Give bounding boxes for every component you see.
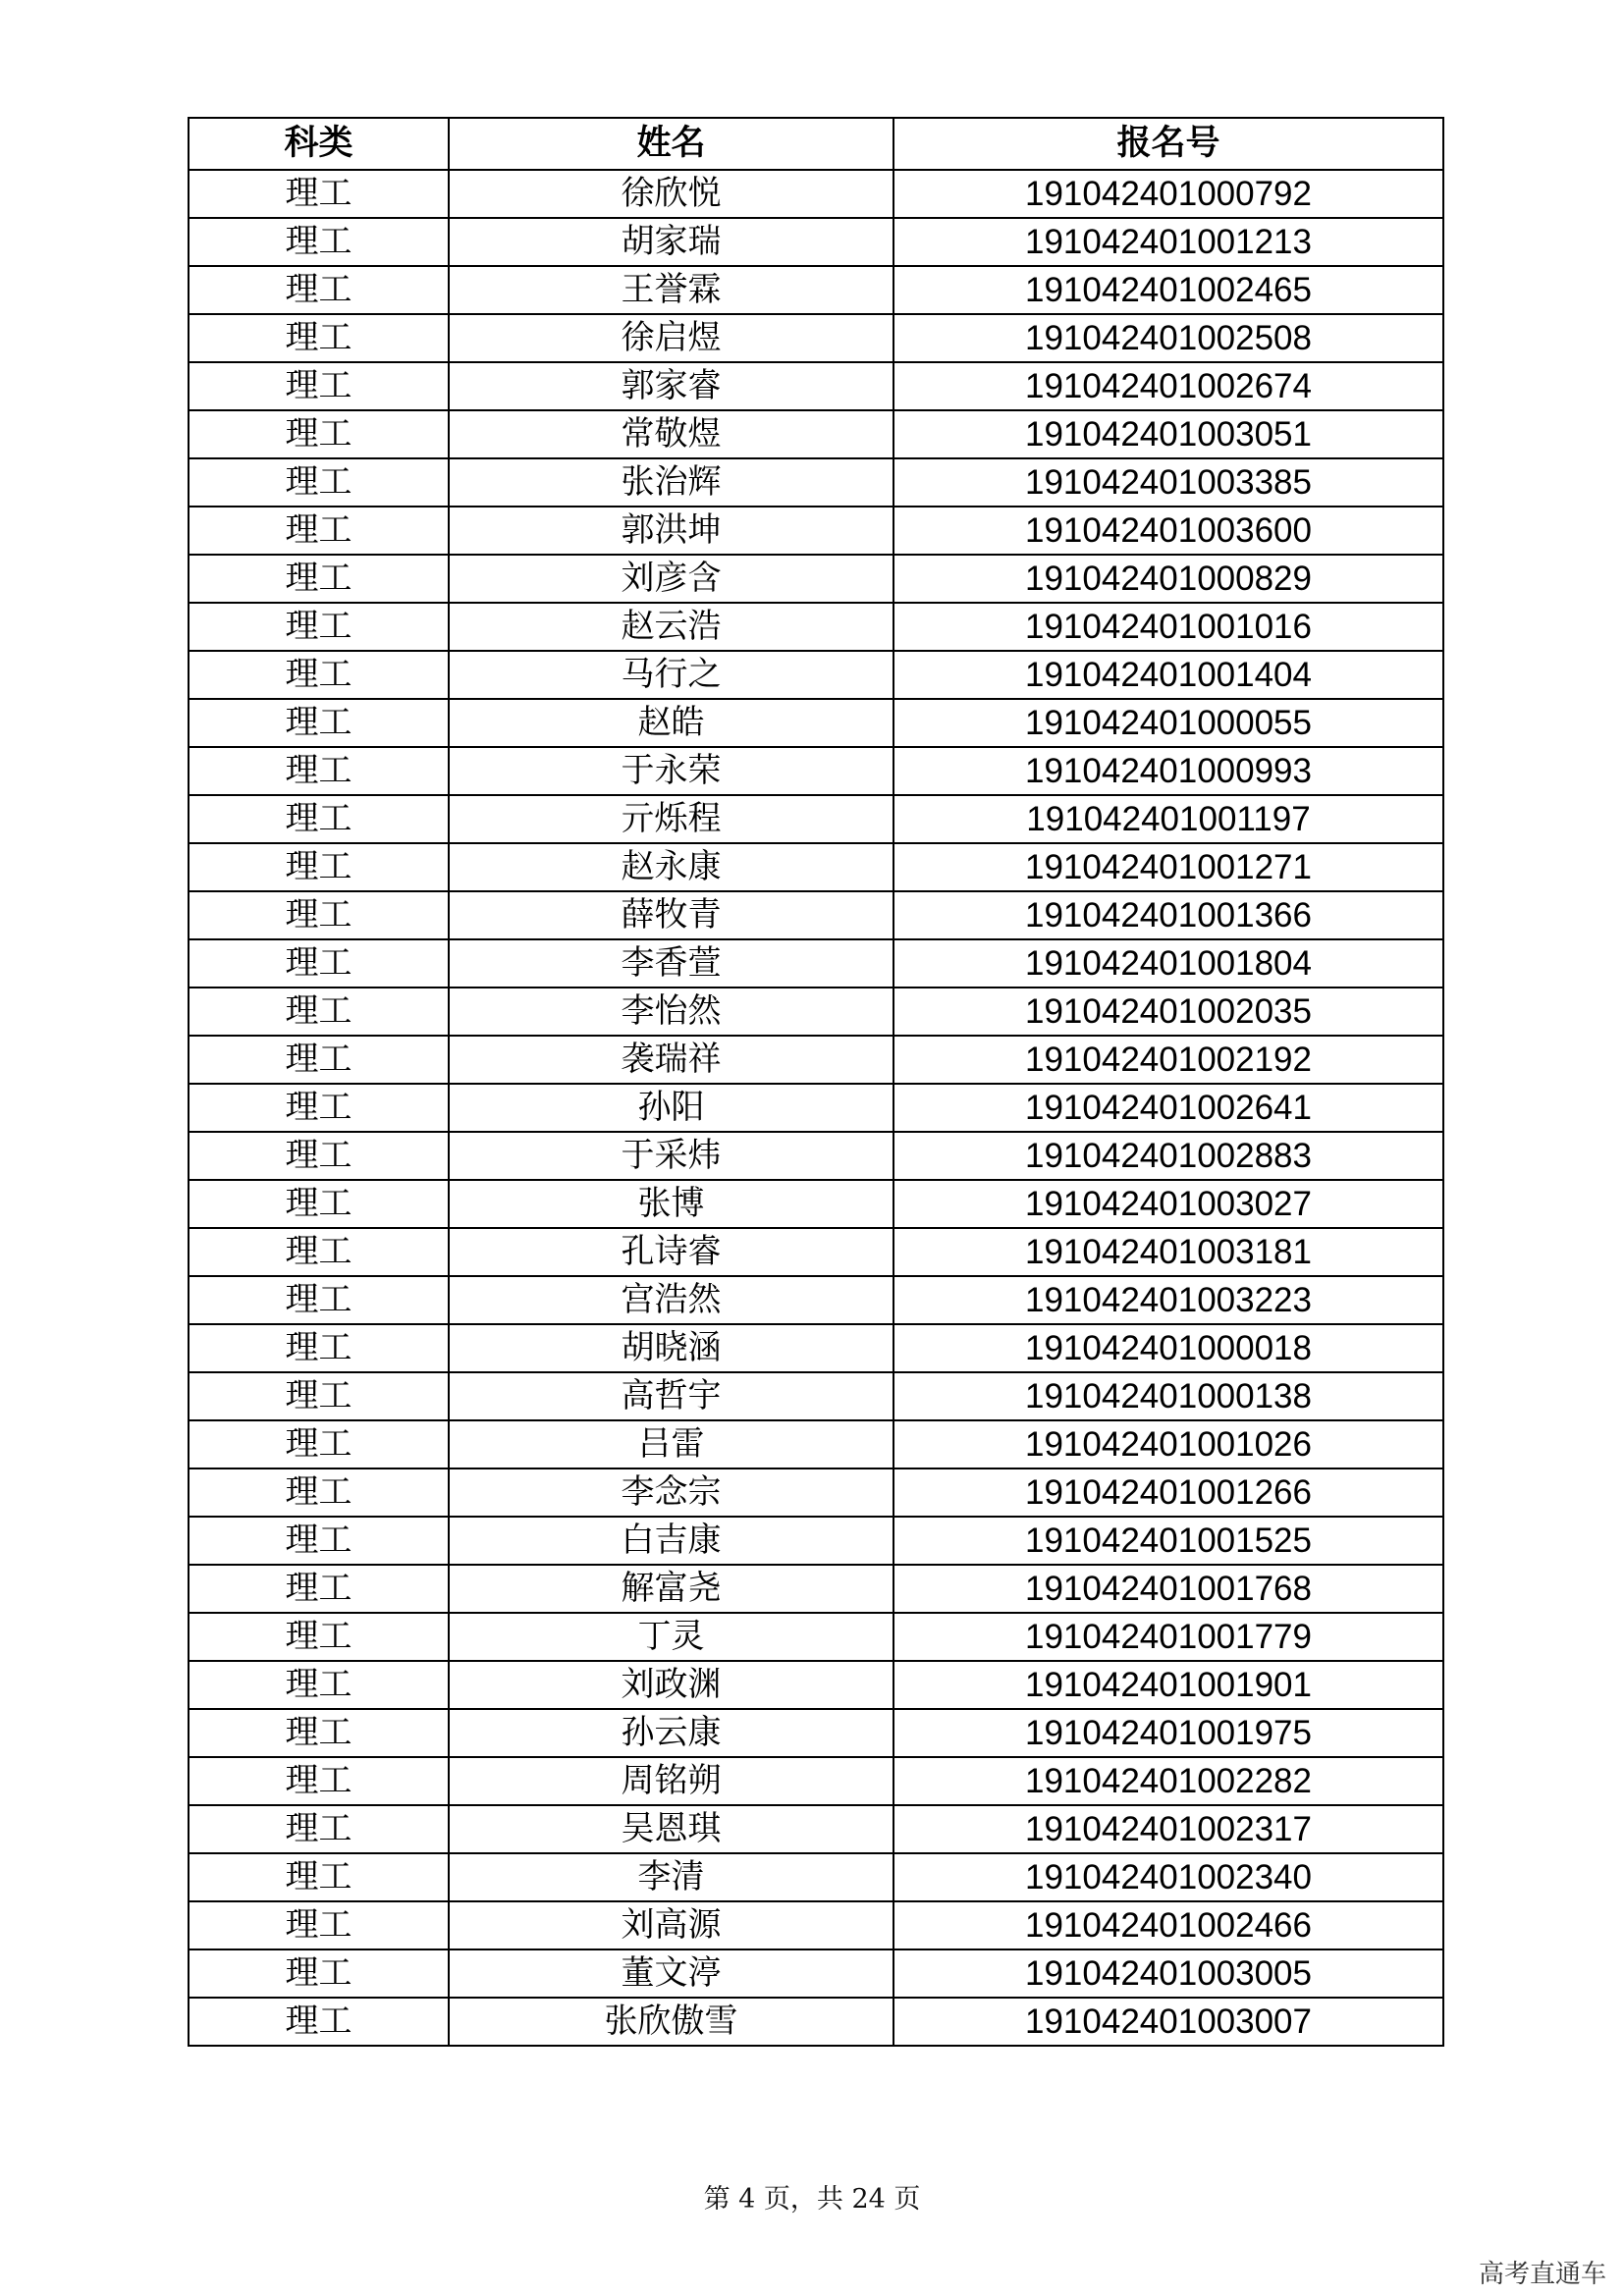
cell-category: 理工 <box>189 362 449 410</box>
cell-name: 刘高源 <box>449 1901 893 1949</box>
cell-name: 郭家睿 <box>449 362 893 410</box>
table-row <box>189 1517 1443 1565</box>
cell-registration-number: 191042401002035 <box>893 988 1443 1036</box>
cell-category: 理工 <box>189 266 449 314</box>
table-row <box>189 266 1443 314</box>
cell-category: 理工 <box>189 1372 449 1420</box>
cell-category: 理工 <box>189 458 449 507</box>
cell-registration-number: 191042401002508 <box>893 314 1443 362</box>
cell-name: 李念宗 <box>449 1468 893 1517</box>
table-row <box>189 555 1443 603</box>
table-header <box>189 118 1443 170</box>
cell-name: 徐欣悦 <box>449 170 893 218</box>
cell-category: 理工 <box>189 1565 449 1613</box>
cell-category: 理工 <box>189 1468 449 1517</box>
cell-name: 王誉霖 <box>449 266 893 314</box>
cell-name: 徐启煜 <box>449 314 893 362</box>
cell-registration-number: 191042401001016 <box>893 603 1443 651</box>
table-row <box>189 410 1443 458</box>
table-row <box>189 1565 1443 1613</box>
table-row <box>189 843 1443 891</box>
cell-name: 周铭朔 <box>449 1757 893 1805</box>
table-row <box>189 1661 1443 1709</box>
cell-name: 赵云浩 <box>449 603 893 651</box>
cell-registration-number: 191042401000829 <box>893 555 1443 603</box>
cell-registration-number: 191042401001026 <box>893 1420 1443 1468</box>
cell-category: 理工 <box>189 314 449 362</box>
table-row <box>189 1998 1443 2046</box>
cell-category: 理工 <box>189 1517 449 1565</box>
cell-category: 理工 <box>189 988 449 1036</box>
header-row <box>189 118 1443 170</box>
table-row <box>189 603 1443 651</box>
page-number: 第 4 页，共 24 页 <box>703 2184 921 2215</box>
cell-registration-number: 191042401000792 <box>893 170 1443 218</box>
cell-name: 张治辉 <box>449 458 893 507</box>
cell-registration-number: 191042401002465 <box>893 266 1443 314</box>
table-row <box>189 891 1443 939</box>
cell-name: 李香萱 <box>449 939 893 988</box>
cell-category: 理工 <box>189 1901 449 1949</box>
cell-name: 于永荣 <box>449 747 893 795</box>
table-row <box>189 1805 1443 1853</box>
table-row <box>189 1757 1443 1805</box>
table-row <box>189 170 1443 218</box>
cell-name: 白吉康 <box>449 1517 893 1565</box>
cell-name: 马行之 <box>449 651 893 699</box>
cell-registration-number: 191042401002883 <box>893 1132 1443 1180</box>
table-row <box>189 1949 1443 1998</box>
cell-name: 吴恩琪 <box>449 1805 893 1853</box>
cell-registration-number: 191042401001271 <box>893 843 1443 891</box>
cell-category: 理工 <box>189 603 449 651</box>
table-row <box>189 362 1443 410</box>
cell-category: 理工 <box>189 1853 449 1901</box>
cell-registration-number: 191042401002282 <box>893 1757 1443 1805</box>
cell-category: 理工 <box>189 699 449 747</box>
cell-category: 理工 <box>189 218 449 266</box>
cell-registration-number: 191042401003600 <box>893 507 1443 555</box>
cell-category: 理工 <box>189 1998 449 2046</box>
cell-category: 理工 <box>189 1324 449 1372</box>
table-row <box>189 1853 1443 1901</box>
cell-category: 理工 <box>189 651 449 699</box>
column-header-name: 姓名 <box>449 118 893 170</box>
cell-name: 赵永康 <box>449 843 893 891</box>
table-row <box>189 1036 1443 1084</box>
table-row <box>189 699 1443 747</box>
cell-category: 理工 <box>189 555 449 603</box>
cell-name: 孔诗睿 <box>449 1228 893 1276</box>
cell-category: 理工 <box>189 507 449 555</box>
cell-category: 理工 <box>189 1036 449 1084</box>
cell-name: 张欣傲雪 <box>449 1998 893 2046</box>
cell-registration-number: 191042401001366 <box>893 891 1443 939</box>
cell-category: 理工 <box>189 1420 449 1468</box>
cell-name: 董文渟 <box>449 1949 893 1998</box>
cell-category: 理工 <box>189 843 449 891</box>
cell-name: 张博 <box>449 1180 893 1228</box>
cell-name: 孙云康 <box>449 1709 893 1757</box>
cell-registration-number: 191042401001404 <box>893 651 1443 699</box>
cell-registration-number: 191042401000055 <box>893 699 1443 747</box>
cell-name: 李清 <box>449 1853 893 1901</box>
table-row <box>189 1084 1443 1132</box>
cell-name: 于采炜 <box>449 1132 893 1180</box>
cell-registration-number: 191042401000138 <box>893 1372 1443 1420</box>
cell-registration-number: 191042401003027 <box>893 1180 1443 1228</box>
cell-registration-number: 191042401002192 <box>893 1036 1443 1084</box>
cell-registration-number: 191042401001525 <box>893 1517 1443 1565</box>
table-row <box>189 1180 1443 1228</box>
cell-category: 理工 <box>189 795 449 843</box>
cell-name: 刘政渊 <box>449 1661 893 1709</box>
cell-category: 理工 <box>189 410 449 458</box>
table-row <box>189 1901 1443 1949</box>
table-row <box>189 218 1443 266</box>
cell-name: 常敬煜 <box>449 410 893 458</box>
cell-name: 薛牧青 <box>449 891 893 939</box>
cell-registration-number: 191042401001975 <box>893 1709 1443 1757</box>
table-row <box>189 1372 1443 1420</box>
cell-registration-number: 191042401002466 <box>893 1901 1443 1949</box>
cell-registration-number: 191042401001901 <box>893 1661 1443 1709</box>
admission-list-table <box>188 117 1444 2047</box>
cell-name: 亓烁程 <box>449 795 893 843</box>
table-row <box>189 1420 1443 1468</box>
cell-category: 理工 <box>189 1709 449 1757</box>
column-header-registration-number: 报名号 <box>893 118 1443 170</box>
cell-name: 宫浩然 <box>449 1276 893 1324</box>
cell-name: 李怡然 <box>449 988 893 1036</box>
table-row <box>189 314 1443 362</box>
cell-registration-number: 191042401003007 <box>893 1998 1443 2046</box>
cell-registration-number: 191042401003181 <box>893 1228 1443 1276</box>
cell-name: 郭洪坤 <box>449 507 893 555</box>
cell-registration-number: 191042401001266 <box>893 1468 1443 1517</box>
cell-category: 理工 <box>189 1949 449 1998</box>
table-row <box>189 1276 1443 1324</box>
cell-registration-number: 191042401001213 <box>893 218 1443 266</box>
table-row <box>189 747 1443 795</box>
cell-category: 理工 <box>189 1180 449 1228</box>
cell-name: 丁灵 <box>449 1613 893 1661</box>
table-row <box>189 507 1443 555</box>
cell-category: 理工 <box>189 939 449 988</box>
table-row <box>189 1228 1443 1276</box>
cell-registration-number: 191042401002641 <box>893 1084 1443 1132</box>
cell-category: 理工 <box>189 1613 449 1661</box>
cell-name: 解富尧 <box>449 1565 893 1613</box>
table-row <box>189 795 1443 843</box>
column-header-category: 科类 <box>189 118 449 170</box>
cell-category: 理工 <box>189 1276 449 1324</box>
cell-category: 理工 <box>189 1805 449 1853</box>
table-row <box>189 1324 1443 1372</box>
cell-category: 理工 <box>189 1661 449 1709</box>
cell-name: 吕雷 <box>449 1420 893 1468</box>
cell-registration-number: 191042401000018 <box>893 1324 1443 1372</box>
table-row <box>189 1709 1443 1757</box>
cell-category: 理工 <box>189 1757 449 1805</box>
cell-registration-number: 191042401003005 <box>893 1949 1443 1998</box>
cell-category: 理工 <box>189 1084 449 1132</box>
cell-name: 袭瑞祥 <box>449 1036 893 1084</box>
cell-category: 理工 <box>189 747 449 795</box>
cell-name: 赵皓 <box>449 699 893 747</box>
cell-category: 理工 <box>189 1228 449 1276</box>
cell-registration-number: 191042401001768 <box>893 1565 1443 1613</box>
table-row <box>189 458 1443 507</box>
cell-category: 理工 <box>189 170 449 218</box>
cell-registration-number: 191042401003223 <box>893 1276 1443 1324</box>
cell-registration-number: 191042401002674 <box>893 362 1443 410</box>
table-row <box>189 988 1443 1036</box>
cell-registration-number: 191042401002340 <box>893 1853 1443 1901</box>
cell-name: 胡晓涵 <box>449 1324 893 1372</box>
cell-name: 孙阳 <box>449 1084 893 1132</box>
cell-name: 刘彦含 <box>449 555 893 603</box>
cell-name: 高哲宇 <box>449 1372 893 1420</box>
table-row <box>189 651 1443 699</box>
table-row <box>189 1132 1443 1180</box>
watermark-text: 高考直通车 <box>1478 2260 1606 2289</box>
cell-registration-number: 191042401001197 <box>893 795 1443 843</box>
cell-registration-number: 191042401001779 <box>893 1613 1443 1661</box>
cell-registration-number: 191042401001804 <box>893 939 1443 988</box>
cell-registration-number: 191042401000993 <box>893 747 1443 795</box>
table-row <box>189 1613 1443 1661</box>
table-row <box>189 1468 1443 1517</box>
cell-registration-number: 191042401003385 <box>893 458 1443 507</box>
cell-category: 理工 <box>189 1132 449 1180</box>
table-row <box>189 939 1443 988</box>
cell-registration-number: 191042401002317 <box>893 1805 1443 1853</box>
cell-registration-number: 191042401003051 <box>893 410 1443 458</box>
table-body <box>189 170 1443 2046</box>
cell-name: 胡家瑞 <box>449 218 893 266</box>
cell-category: 理工 <box>189 891 449 939</box>
